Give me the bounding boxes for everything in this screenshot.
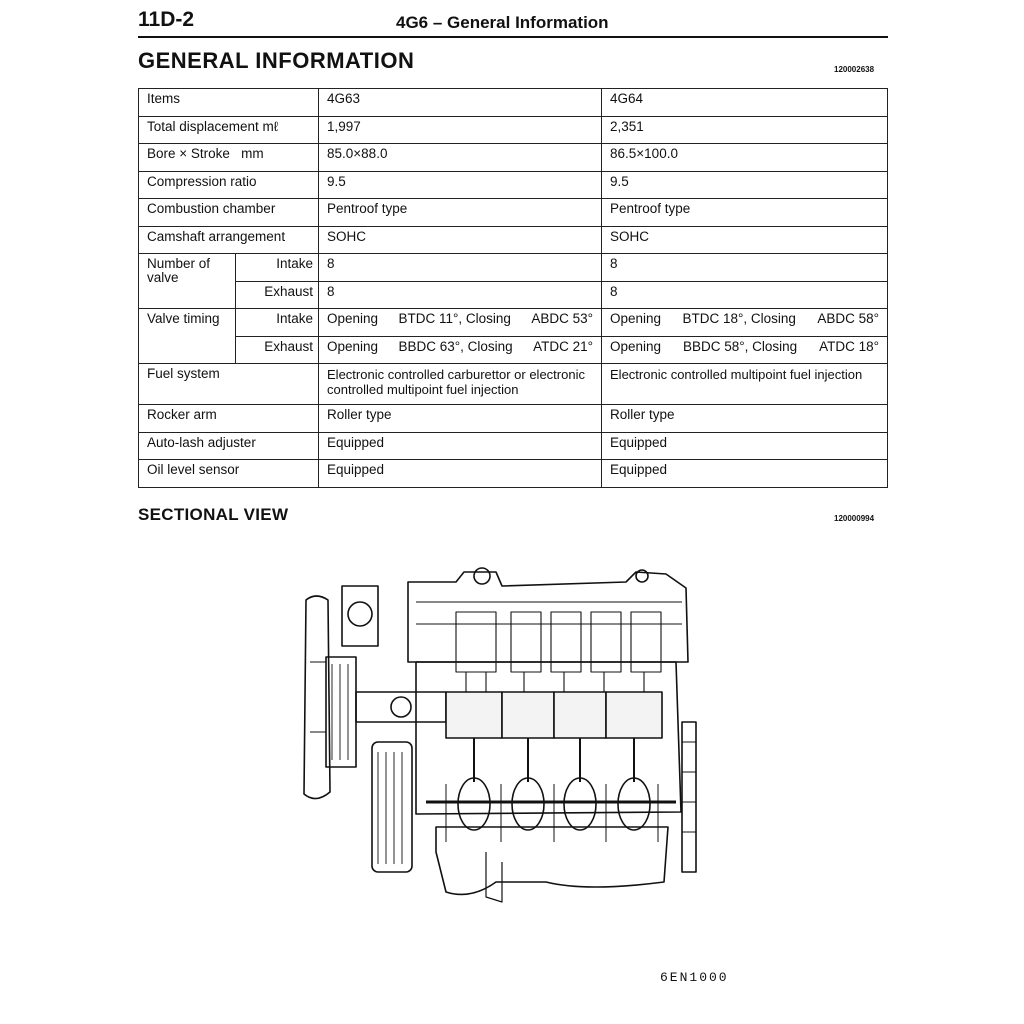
table-row: [139, 254, 888, 282]
timing-opening-value: BTDC 11°, Closing: [398, 311, 511, 326]
table-row: [139, 336, 888, 364]
value-4g64: 8: [602, 281, 888, 309]
column-header-4g64: 4G64: [602, 89, 888, 117]
crankshaft: [426, 778, 676, 842]
value-4g63: 85.0×88.0: [319, 144, 602, 172]
timing-opening-label: Opening: [610, 311, 662, 326]
timing-opening-value: BBDC 58°, Closing: [682, 338, 798, 354]
value-4g63: Equipped: [319, 432, 602, 460]
value-4g63: Roller type: [319, 405, 602, 433]
value-4g64: SOHC: [602, 226, 888, 254]
value-4g63: Electronic controlled carburettor or electronic controlled multipoint fuel injection: [319, 364, 602, 405]
row-label: Combustion chamber: [139, 199, 319, 227]
timing-opening-label: Opening: [610, 338, 662, 354]
pistons: [446, 692, 662, 782]
column-header-items: Items: [139, 89, 319, 117]
value-4g64: Equipped: [602, 460, 888, 488]
timing-closing-value: ABDC 53°: [531, 311, 593, 326]
table-header-row: [139, 89, 888, 117]
value-4g64: Roller type: [602, 405, 888, 433]
row-label: Total displacement mℓ: [139, 116, 319, 144]
table-row: [139, 281, 888, 309]
value-4g63: 8: [319, 281, 602, 309]
value-4g63: Equipped: [319, 460, 602, 488]
table-row: [139, 226, 888, 254]
value-4g63: 9.5: [319, 171, 602, 199]
value-4g63: 1,997: [319, 116, 602, 144]
table-row: [139, 199, 888, 227]
spec-table: [138, 88, 888, 488]
value-4g64: Electronic controlled multipoint fuel injection: [602, 364, 888, 405]
value-4g64: 2,351: [602, 116, 888, 144]
value-4g64: Pentroof type: [602, 199, 888, 227]
timing-opening-value: BTDC 18°, Closing: [682, 311, 796, 326]
row-label: Rocker arm: [139, 405, 319, 433]
table-row: [139, 116, 888, 144]
value-4g63: Pentroof type: [319, 199, 602, 227]
row-label: Valve timing: [139, 309, 236, 364]
row-label: Number of valve: [139, 254, 236, 309]
timing-opening-value: BBDC 63°, Closing: [398, 338, 513, 354]
sub-label: Exhaust: [236, 281, 319, 309]
page-number: 11D-2: [138, 8, 195, 31]
value-4g63: 8: [319, 254, 602, 282]
timing-closing-value: ATDC 18°: [819, 338, 879, 354]
sectional-view-title: SECTIONAL VIEW: [138, 505, 289, 524]
timing-opening-label: Opening: [327, 338, 379, 354]
value-4g64: 8: [602, 254, 888, 282]
table-row: [139, 364, 888, 405]
row-label: Oil level sensor: [139, 460, 319, 488]
table-row: [139, 144, 888, 172]
sub-label: Intake: [236, 309, 319, 337]
timing-closing-value: ATDC 21°: [533, 338, 593, 354]
value-4g64: 9.5: [602, 171, 888, 199]
value-4g63: [319, 309, 602, 337]
timing-closing-value: ABDC 58°: [817, 311, 880, 326]
table-row: [139, 432, 888, 460]
sub-label: Exhaust: [236, 336, 319, 364]
general-information-title: GENERAL INFORMATION: [138, 48, 415, 73]
value-4g63: [319, 336, 602, 364]
running-title: 4G6 – General Information: [396, 13, 609, 32]
value-4g64: [602, 336, 888, 364]
row-label: Auto-lash adjuster: [139, 432, 319, 460]
row-label: Fuel system: [139, 364, 319, 405]
timing-opening-label: Opening: [327, 311, 379, 326]
row-label: Compression ratio: [139, 171, 319, 199]
value-4g64: [602, 309, 888, 337]
sub-label: Intake: [236, 254, 319, 282]
engine-sectional-drawing: [296, 552, 706, 914]
crank-pulley: [326, 657, 356, 767]
flywheel: [682, 722, 696, 872]
table-row: [139, 405, 888, 433]
oil-pan: [436, 827, 668, 894]
oil-pickup: [486, 852, 502, 902]
general-information-ref-code: 120002638: [834, 65, 875, 74]
page-header: [138, 4, 888, 38]
value-4g64: 86.5×100.0: [602, 144, 888, 172]
table-row: [139, 460, 888, 488]
cylinder-head: [408, 572, 688, 662]
table-row: [139, 309, 888, 337]
column-header-4g63: 4G63: [319, 89, 602, 117]
table-row: [139, 171, 888, 199]
row-label: Bore × Stroke mm: [139, 144, 319, 172]
row-label: Camshaft arrangement: [139, 226, 319, 254]
figure-code: 6EN1000: [660, 970, 729, 985]
value-4g64: Equipped: [602, 432, 888, 460]
value-4g63: SOHC: [319, 226, 602, 254]
sectional-view-ref-code: 120000994: [834, 514, 875, 523]
